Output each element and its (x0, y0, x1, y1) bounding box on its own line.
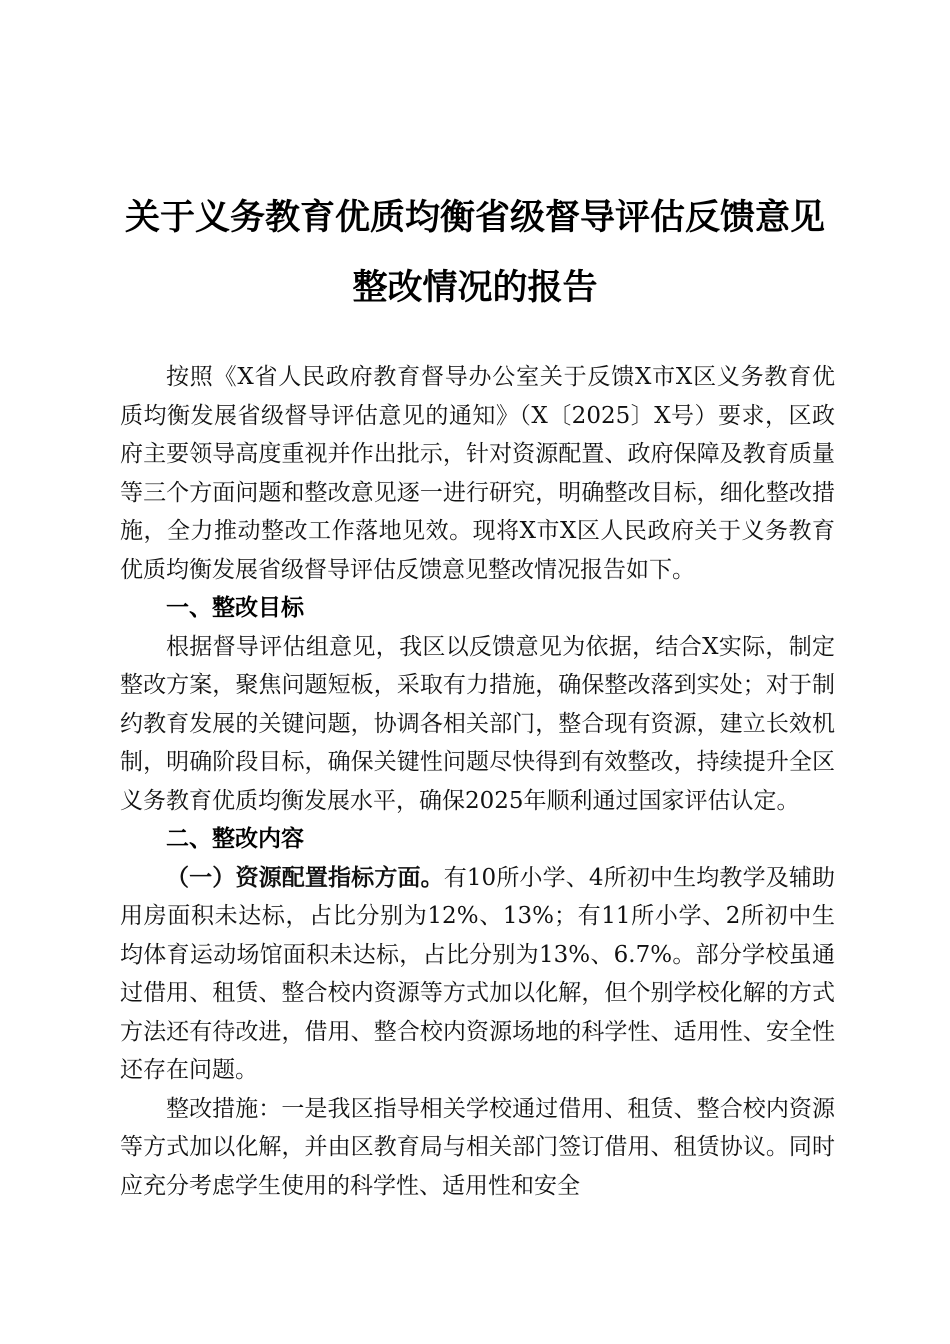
document-title-line-1: 关于义务教育优质均衡省级督导评估反馈意见 (124, 197, 825, 238)
resource-allocation-lead: （一）资源配置指标方面。 (166, 863, 444, 891)
document-title-line-2: 整改情况的报告 (352, 267, 598, 308)
section-heading-goals: 一、整改目标 (166, 595, 304, 621)
resource-allocation-text: 有10所小学、4所初中生均教学及辅助用房面积未达标，占比分别为12%、13%；有11所小学、2所初中生均体育运动场馆面积未达标，占比分别为13%、6.7%。部分学校虽通过借用、租赁、整合校内资源等方式加以化解，但个别学校化解的方式方法还有待改进，借用、整合校内资源场地的科学性、适用性、安全性还存在问题。 (120, 864, 836, 1083)
section-heading-content: 二、整改内容 (166, 826, 304, 852)
intro-paragraph: 按照《X省人民政府教育督导办公室关于反馈X市X区义务教育优质均衡发展省级督导评估意见的通知》（X〔2025〕X号）要求，区政府主要领导高度重视并作出批示，针对资源配置、政府保障及教育质量等三个方面问题和整改意见逐一进行研究，明确整改目标，细化整改措施，全力推动整改工作落地见效。现将X市X区人民政府关于义务教育优质均衡发展省级督导评估反馈意见整改情况报告如下。 (120, 364, 835, 583)
measures-paragraph: 整改措施：一是我区指导相关学校通过借用、租赁、整合校内资源等方式加以化解，并由区教育局与相关部门签订借用、租赁协议。同时应充分考虑学生使用的科学性、适用性和安全 (120, 1095, 835, 1199)
goals-paragraph: 根据督导评估组意见，我区以反馈意见为依据，结合X实际，制定整改方案，聚焦问题短板，采取有力措施，确保整改落到实处；对于制约教育发展的关键问题，协调各相关部门，整合现有资源，建立长效机制，明确阶段目标，确保关键性问题尽快得到有效整改，持续提升全区义务教育优质均衡发展水平，确保2025年顺利通过国家评估认定。 (120, 633, 835, 814)
document-body (120, 358, 835, 1205)
resource-allocation-paragraph (120, 859, 835, 1090)
